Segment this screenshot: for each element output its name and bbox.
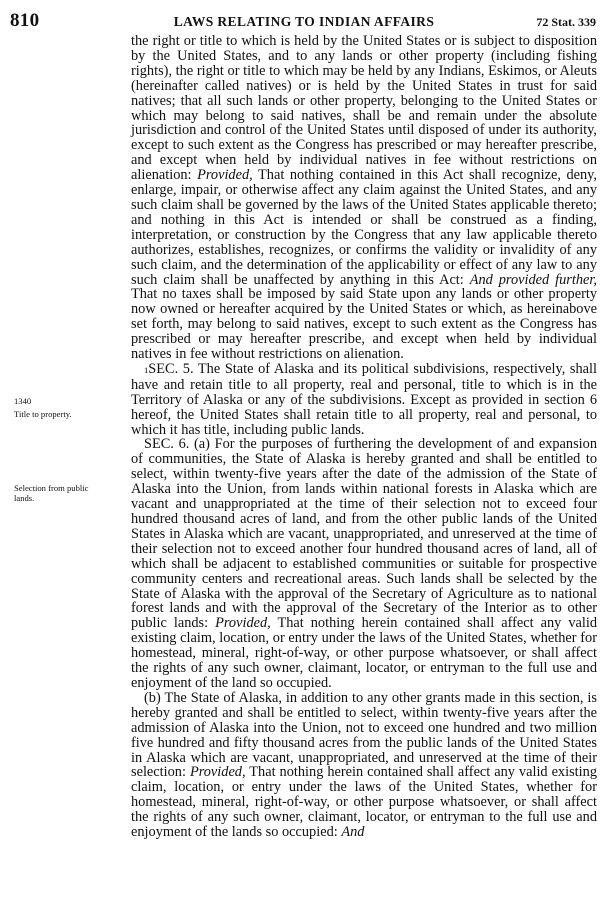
paragraph-continuation: the right or title to which is held by the United States or is subject to disposition by the United States, and to any lands or other property (including fishing rights), the right or title to which may be held by any Indians, Eskimos, or Aleuts (hereinafter called natives) or is held by the United States in trust for said natives; that all such lands or other property, belonging to the United States or which may belong to said natives, shall be and remain under the absolute jurisdiction and control of the United States until disposed of under its authority, except to such extent as the Congress has prescribed or may hereafter prescribe, and except when held by individual natives in fee without restrictions on alienation: Provided, That nothing contained in this Act shall recognize, deny, enlarge, impair, or otherwise affect any claim against the United States, and any such claim shall be governed by the laws of the United States applicable thereto; and nothing in this Act is intended or shall be construed as a finding, interpretation, or construction by the Congress that any law applicable thereto authorizes, establishes, recognizes, or confirms the validity or invalidity of any such claim, and the determination of the applicability or effect of any law to any such claim shall be unaffected by anything in this Act: And provided further, That no taxes shall be imposed by said State upon any lands or other property now owned or hereafter acquired by the United States or which, as hereinabove set forth, may belong to said natives, except to such extent as the Congress has prescribed or may hereafter prescribe, and except when held by individual natives in fee without restrictions on alienation. xyxy=(131,33,597,363)
body-text xyxy=(131,34,597,840)
and-provided-further-italic: And provided further, xyxy=(469,271,597,288)
margin-note-1340: 1340 xyxy=(14,396,32,406)
page-number: 810 xyxy=(10,10,40,31)
footnote-mark: 1 xyxy=(144,364,149,375)
running-title: LAWS RELATING TO INDIAN AFFAIRS xyxy=(173,14,435,29)
section-5-paragraph: 1SEC. 5. The State of Alaska and its political subdivisions, respectively, shall have and retain title to all property, real and personal, title to which is in the Territory of Alaska or any of the subdivisions. Except as provided in section 6 hereof, the United States shall retain title to all property, real and personal, to which it has title, including public lands. xyxy=(131,360,597,438)
section-6a-paragraph: SEC. 6. (a) For the purposes of furthering the development of and expansion of communities, the State of Alaska is hereby granted and shall be entitled to select, within twenty-five years after the date of the admission of the State of Alaska into the Union, from lands within national forests in Alaska which are vacant and unappropriated at the time of their selection not to exceed four hundred thousand acres of land, and from the other public lands of the United States in Alaska which are vacant, unappropriated, and unreserved at the time of their selection not to exceed another four hundred thousand acres of land, all of which shall be adjacent to established communities or suitable for prospective community centers and recreational areas. Such lands shall be selected by the State of Alaska with the approval of the Secretary of Agriculture as to national forest lands and with the approval of the Secretary of the Interior as to other public lands: Provided, That nothing herein contained shall affect any valid existing claim, location, or entry under the laws of the United States, whether for homestead, mineral, right-of-way, or other purpose whatsoever, or shall affect the rights of any such owner, claimant, locator, or entryman to the full use and enjoyment of the land so occupied. xyxy=(131,436,597,691)
margin-note-title-to-property: Title to property. xyxy=(14,409,72,419)
margin-note-selection-from-public-lands: Selection from public lands. xyxy=(14,483,89,503)
section-6b-paragraph: (b) The State of Alaska, in addition to any other grants made in this section, is hereby granted and shall be entitled to select, within twenty-five years after the admission of Alaska into the Union, not to exceed one hundred and two million five hundred and fifty thousand acres from the public lands of the United States in Alaska which are vacant, unappropriated, and unreserved at the time of their selection: Provided, That nothing herein contained shall affect any valid existing claim, location, or entry under the laws of the United States, whether for homestead, mineral, right-of-way, or other purpose whatsoever, or shall affect the rights of any such owner, claimant, locator, or entryman to the full use and enjoyment of the lands so occupied: And xyxy=(131,689,597,841)
and-italic: And xyxy=(341,824,365,841)
provided-italic: Provided, xyxy=(197,167,253,184)
page-header xyxy=(0,0,608,30)
provided-italic: Provided, xyxy=(215,615,271,632)
statute-citation: 72 Stat. 339 xyxy=(536,15,596,29)
provided-italic: Provided, xyxy=(189,764,246,781)
